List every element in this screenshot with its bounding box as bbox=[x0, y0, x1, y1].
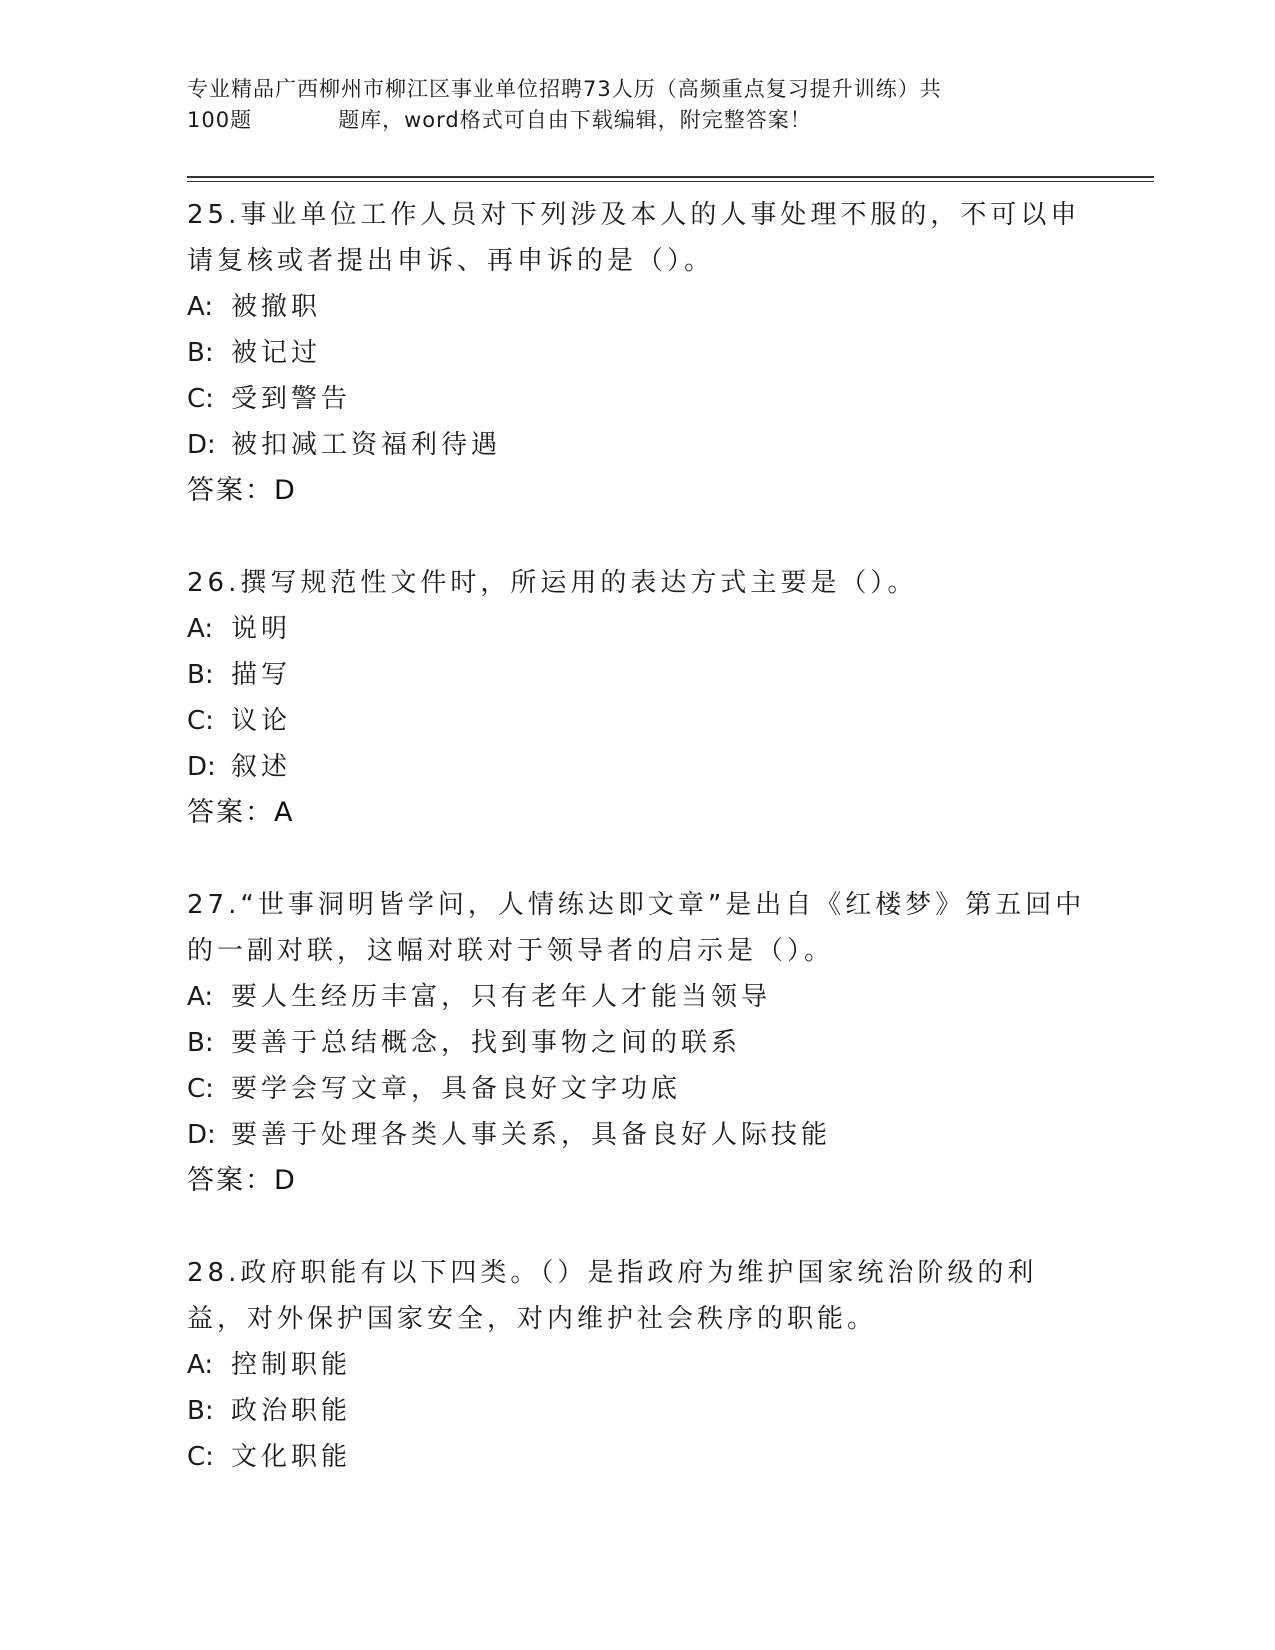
question-text: 25.事业单位工作人员对下列涉及本人的人事处理不服的，不可以申请复核或者提出申诉、再申诉的是（）。 bbox=[187, 200, 1081, 276]
option-text: 叙述 bbox=[231, 752, 292, 782]
option-text: 文化职能 bbox=[231, 1442, 352, 1472]
option-key: B: bbox=[187, 1396, 214, 1426]
option-b bbox=[187, 1020, 1087, 1066]
option-a bbox=[187, 1342, 1087, 1388]
option-a bbox=[187, 284, 1087, 330]
document-header bbox=[187, 74, 1067, 136]
answer: 答案：A bbox=[187, 797, 295, 828]
question-list bbox=[187, 190, 1087, 1524]
option-key: B: bbox=[187, 660, 214, 690]
option-key: B: bbox=[187, 338, 214, 368]
option-a bbox=[187, 974, 1087, 1020]
option-text: 描写 bbox=[231, 660, 292, 690]
option-key: A: bbox=[187, 292, 214, 322]
question-27 bbox=[187, 880, 1087, 1204]
question-text: 27.“世事洞明皆学问，人情练达即文章”是出自《红楼梦》第五回中的一副对联，这幅对联对于领导者的启示是（）。 bbox=[187, 890, 1086, 966]
option-text: 政治职能 bbox=[231, 1396, 352, 1426]
option-key: C: bbox=[187, 1442, 214, 1472]
option-text: 要学会写文章，具备良好文字功底 bbox=[231, 1074, 682, 1104]
option-text: 控制职能 bbox=[231, 1350, 352, 1380]
option-key: D: bbox=[187, 752, 216, 782]
option-key: C: bbox=[187, 384, 214, 414]
option-b bbox=[187, 652, 1087, 698]
answer: 答案：D bbox=[187, 1165, 297, 1196]
question-26 bbox=[187, 558, 1087, 836]
option-b bbox=[187, 1388, 1087, 1434]
option-d bbox=[187, 1112, 1087, 1158]
answer: 答案：D bbox=[187, 475, 297, 506]
header-count: 100题 bbox=[187, 108, 253, 132]
option-text: 要善于处理各类人事关系，具备良好人际技能 bbox=[231, 1120, 832, 1150]
header-rule-thin bbox=[187, 181, 1154, 182]
option-c bbox=[187, 1066, 1087, 1112]
option-text: 要善于总结概念，找到事物之间的联系 bbox=[231, 1028, 742, 1058]
option-text: 要人生经历丰富，只有老年人才能当领导 bbox=[231, 982, 772, 1012]
header-line-2 bbox=[187, 105, 1067, 136]
option-text: 被扣减工资福利待遇 bbox=[231, 430, 502, 460]
option-text: 受到警告 bbox=[231, 384, 352, 414]
question-28 bbox=[187, 1248, 1087, 1480]
option-d bbox=[187, 422, 1087, 468]
option-b bbox=[187, 330, 1087, 376]
question-text: 28.政府职能有以下四类。（）是指政府为维护国家统治阶级的利益，对外保护国家安全，对内维护社会秩序的职能。 bbox=[187, 1258, 1038, 1334]
option-d bbox=[187, 744, 1087, 790]
option-key: B: bbox=[187, 1028, 214, 1058]
question-text: 26.撰写规范性文件时，所运用的表达方式主要是（）。 bbox=[187, 568, 918, 598]
header-line-1: 专业精品广西柳州市柳江区事业单位招聘73人历（高频重点复习提升训练）共 bbox=[187, 77, 942, 101]
header-description: 题库，word格式可自由下载编辑，附完整答案！ bbox=[338, 108, 812, 132]
option-key: A: bbox=[187, 614, 214, 644]
option-a bbox=[187, 606, 1087, 652]
option-text: 被撤职 bbox=[231, 292, 322, 322]
option-text: 被记过 bbox=[231, 338, 322, 368]
option-c bbox=[187, 698, 1087, 744]
option-key: C: bbox=[187, 706, 214, 736]
option-text: 说明 bbox=[231, 614, 292, 644]
option-c bbox=[187, 376, 1087, 422]
option-key: D: bbox=[187, 1120, 216, 1150]
option-key: A: bbox=[187, 982, 214, 1012]
option-key: C: bbox=[187, 1074, 214, 1104]
header-rule-thick bbox=[187, 176, 1154, 178]
option-key: A: bbox=[187, 1350, 214, 1380]
question-25 bbox=[187, 190, 1087, 514]
option-key: D: bbox=[187, 430, 216, 460]
option-c bbox=[187, 1434, 1087, 1480]
option-text: 议论 bbox=[231, 706, 292, 736]
